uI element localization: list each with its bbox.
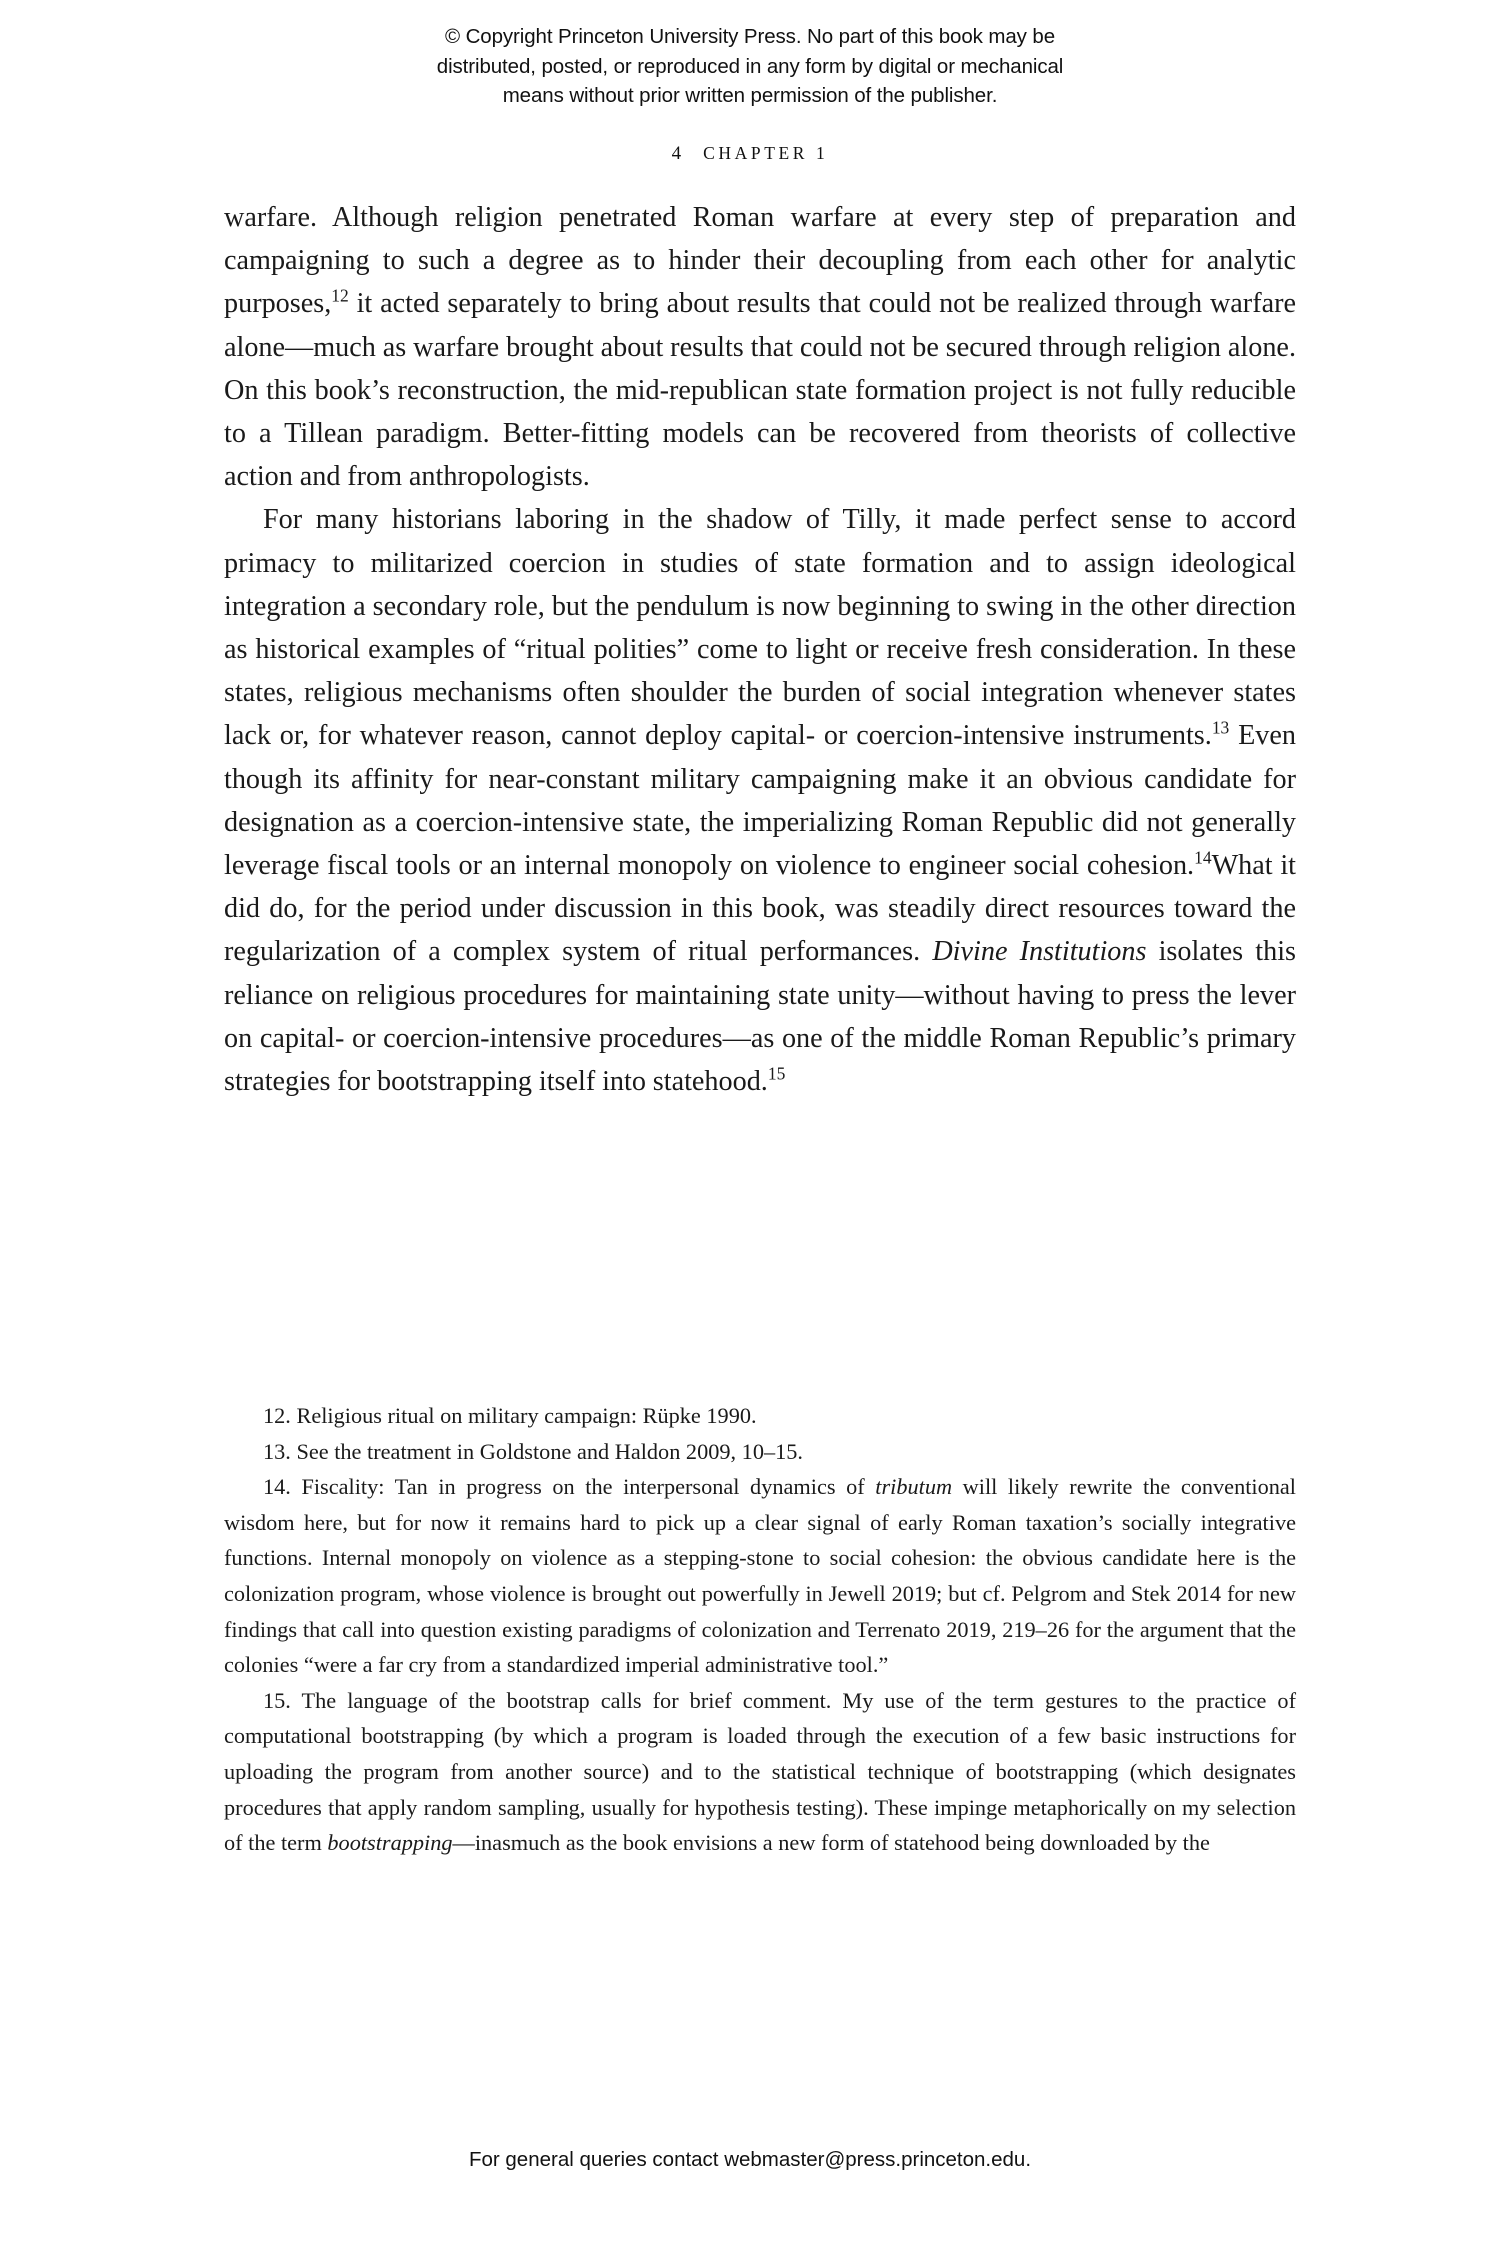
paragraph-2-segment-2: Even though its affinity for near-constant military campaigning make it an obvious candidate for designation as a coercion-intensive state, the imperializing Roman Republic did not generally leverage fiscal tools or an internal monopoly on violence to engineer social cohesion. [224, 720, 1297, 882]
running-head [0, 143, 1500, 165]
book-title-italic: Divine Institutions [932, 936, 1147, 968]
footnote-15-italic-term: bootstrapping [327, 1830, 453, 1856]
copyright-line-1: © Copyright Princeton University Press. No part of this book may be [445, 25, 1055, 48]
footnote-14-italic-term: tributum [875, 1474, 953, 1500]
copyright-line-2: distributed, posted, or reproduced in any form by digital or mechanical [436, 54, 1064, 78]
footnote-13-number: 13. [263, 1438, 291, 1464]
paragraph-2-segment-1: For many historians laboring in the shadow of Tilly, it made perfect sense to accord primacy to militarized coercion in studies of state formation and to assign ideological integration a secondary role, but the pendulum is now beginning to swing in the other direction as historical examples of “ritual polities” come to light or receive fresh consideration. In these states, religious mechanisms often shoulder the burden of social integration whenever states lack or, for whatever reason, cannot deploy capital- or coercion-intensive instruments. [224, 504, 1296, 752]
footnotes-block [224, 1398, 1296, 1861]
footnote-14-text-1: Fiscality: Tan in progress on the interpersonal dynamics of [290, 1474, 876, 1500]
footnote-14 [224, 1469, 1296, 1683]
copyright-notice [0, 22, 1500, 111]
footnote-15-text-1: The language of the bootstrap calls for brief comment. My use of the term gestures to the practice of computational bootstrapping (by which a program is loaded through the execution of a few basic instructions for uploading the program from another source) and to the statistical technique of bootstrapping (which designates procedures that apply random sampling, usually for hypothesis testing). These impinge metaphorically on my selection of the term [224, 1687, 1296, 1856]
footnote-reference-15[interactable]: 15 [767, 1063, 786, 1084]
footnote-reference-12[interactable]: 12 [331, 286, 349, 307]
paragraph-1-segment-1: warfare. Although religion penetrated Roman warfare at every step of preparation and campaigning to such a degree as to hinder their decoupling from each other for analytic purposes, [224, 202, 1296, 320]
paragraph-2-segment-4: isolates this reliance on religious procedures for maintaining state unity—without having to press the lever on capital- or coercion-intensive procedures—as one of the middle Roman Republic’s primary strategies for bootstrapping itself into statehood. [224, 936, 1296, 1098]
footnote-12-number: 12. [263, 1403, 291, 1428]
footnote-15-number: 15. [263, 1687, 291, 1713]
footnote-15-text-2: —inasmuch as the book envisions a new form of statehood being downloaded by the [452, 1830, 1210, 1856]
footnote-13 [224, 1434, 1296, 1470]
footnote-12 [224, 1398, 1296, 1434]
footnote-15 [224, 1683, 1296, 1861]
footnote-reference-14[interactable]: 14 [1194, 847, 1212, 868]
footnote-14-text-2: will likely rewrite the conventional wisdom here, but for now it remains hard to pick up a clear signal of early Roman taxation’s socially integrative functions. Internal monopoly on violence as a stepping-stone to social cohesion: the obvious candidate here is the colonization program, whose violence is brought out powerfully in Jewell 2019; but cf. Pelgrom and Stek 2014 for new findings that call into question existing paradigms of colonization and Terrenato 2019, 219–26 for the argument that the colonies “were a far cry from a standardized imperial administrative tool.” [224, 1474, 1296, 1678]
footer-contact-text: For general queries contact webmaster@press.princeton.edu. [468, 2148, 1032, 2171]
footnote-13-text: See the treatment in Goldstone and Haldon 2009, 10–15. [290, 1438, 803, 1464]
chapter-label: CHAPTER 1 [703, 143, 829, 163]
body-text [224, 196, 1296, 1103]
footnote-reference-13[interactable]: 13 [1211, 718, 1230, 739]
paragraph-1-segment-2: it acted separately to bring about results that could not be realized through warfare alone—much as warfare brought about results that could not be secured through religion alone. On this book’s reconstruction, the mid-republican state formation project is not fully reducible to a Tillean paradigm. Better-fitting models can be recovered from theorists of collective action and from anthropologists. [224, 288, 1296, 493]
copyright-line-3: means without prior written permission of the publisher. [502, 84, 998, 107]
paragraph-1 [224, 196, 1296, 498]
page-footer [0, 2148, 1500, 2172]
paragraph-2-segment-3: What it did do, for the period under discussion in this book, was steadily direct resources toward the regularization of a complex system of ritual performances. [224, 850, 1296, 968]
footnote-12-text: Religious ritual on military campaign: Rüpke 1990. [290, 1403, 757, 1428]
page-number: 4 [671, 143, 682, 164]
footnote-14-number: 14. [263, 1474, 291, 1500]
paragraph-2 [224, 498, 1296, 1103]
